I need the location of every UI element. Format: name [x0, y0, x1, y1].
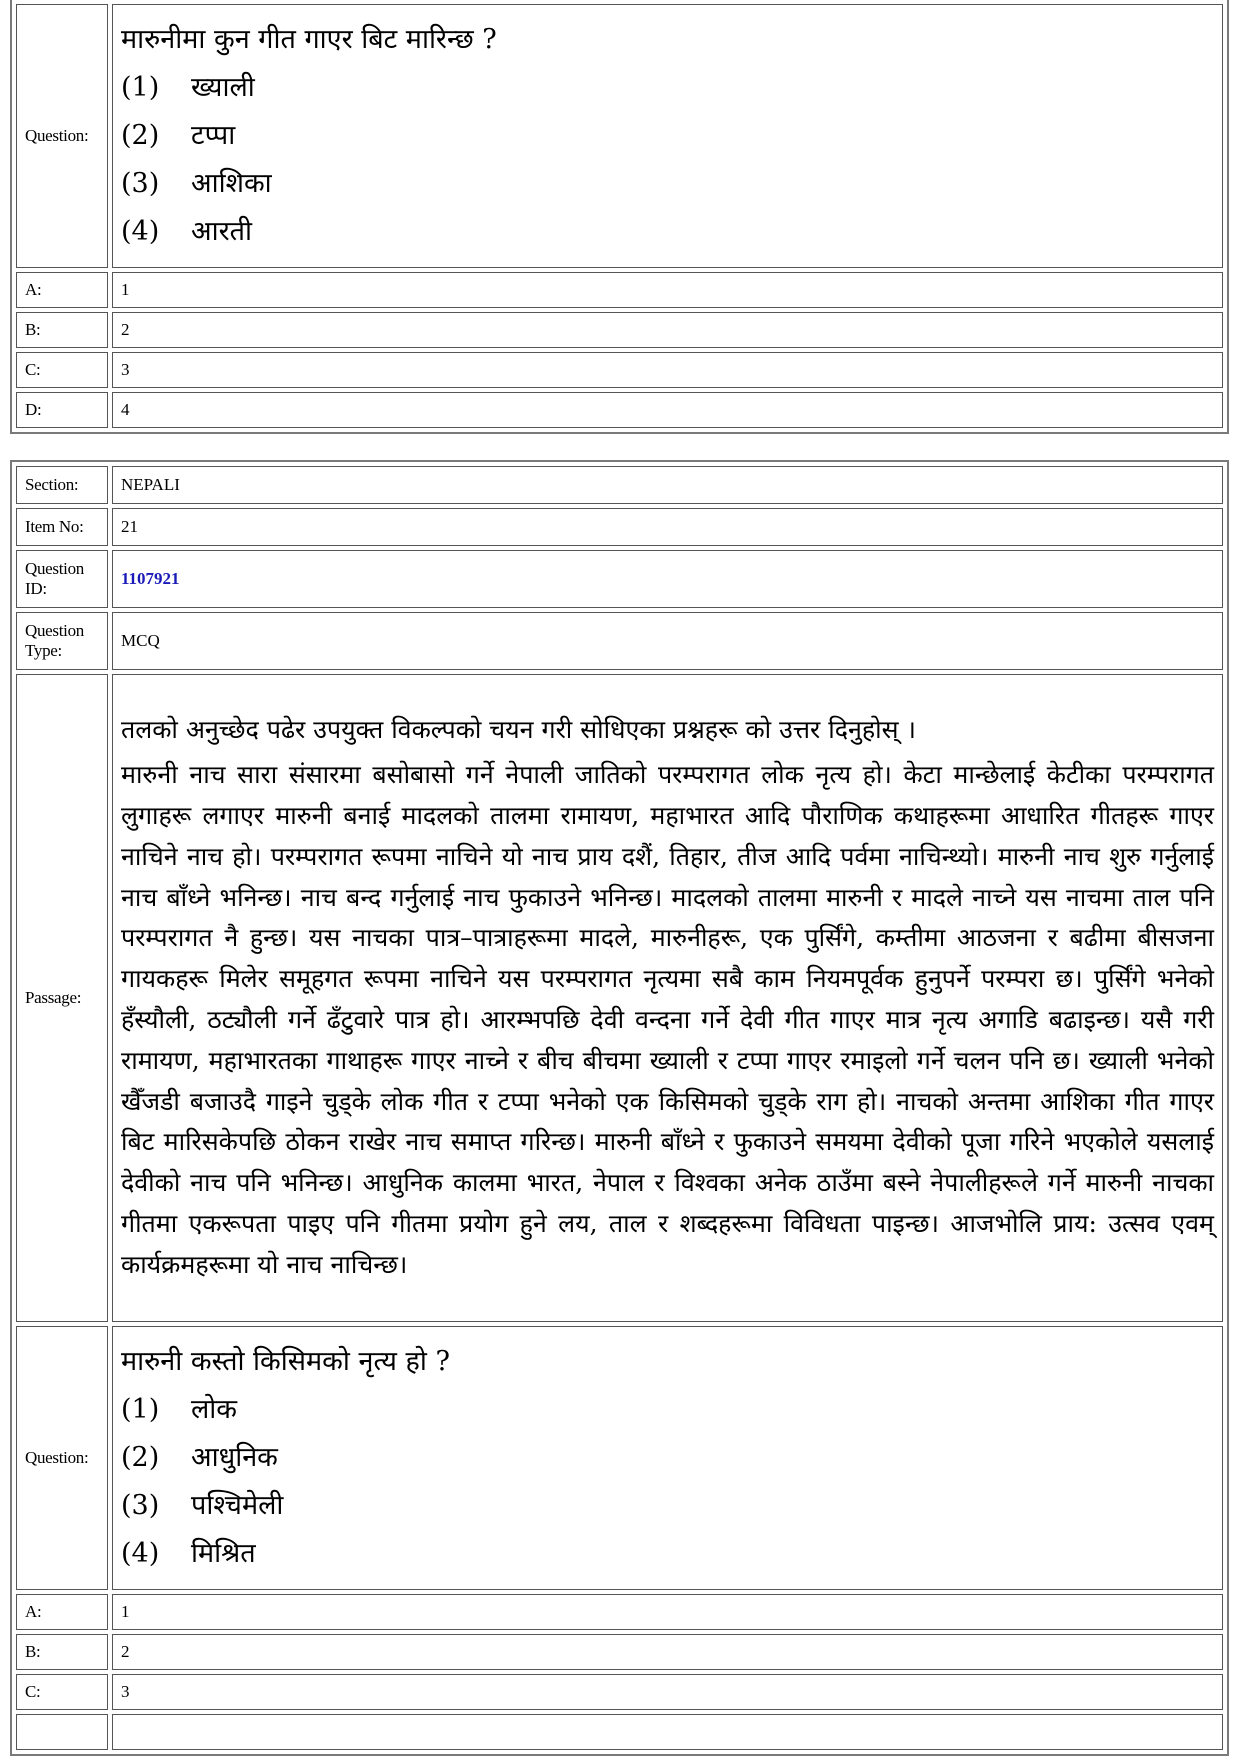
question-id-value: 1107921 [112, 550, 1223, 608]
question-type-value: MCQ [112, 612, 1223, 670]
option-text: आरती [191, 216, 253, 247]
option-text: आशिका [191, 168, 272, 199]
section-value: NEPALI [112, 466, 1223, 504]
option-1 [121, 64, 1214, 112]
option-number: (2) [121, 1442, 160, 1473]
answer-a-label: A: [16, 272, 108, 308]
question-content [112, 1326, 1223, 1590]
section-label: Section: [16, 466, 108, 504]
option-number: (2) [121, 120, 160, 151]
option-1 [121, 1386, 1214, 1434]
option-3 [121, 160, 1214, 208]
question-block-item-21 [10, 460, 1229, 1756]
passage-text: मारुनी नाच सारा संसारमा बसोबासो गर्ने नेपाली जातिको परम्परागत लोक नृत्य हो। केटा मान्छेलाई केटीका परम्परागत लुगाहरू लगाएर मारुनी बनाई मादलको तालमा रामायण, महाभारत आदि पौराणिक कथाहरूमा आधारित गीतहरू गाएर नाचिने नाच हो। परम्परागत रूपमा नाचिने यो नाच प्राय दशैं, तिहार, तीज आदि पर्वमा नाचिन्थ्यो। मारुनी नाच शुरु गर्नुलाई नाच बाँध्ने भनिन्छ। नाच बन्द गर्नुलाई नाच फुकाउने भनिन्छ। मादलको तालमा मारुनी र मादले नाच्ने यस नाचमा ताल पनि परम्परागत नै हुन्छ। यस नाचका पात्र–पात्राहरूमा मादले, मारुनीहरू, एक पुर्सिंगे, कम्तीमा आठजना र बढीमा बीसजना गायकहरू मिलेर समूहगत रूपमा नाचिने यस परम्परागत नृत्यमा सबै काम नियमपूर्वक हुनुपर्ने परम्परा छ। पुर्सिंगे भनेको हँस्यौली, ठट्यौली गर्ने ढँटुवारे पात्र हो। आरम्भपछि देवी वन्दना गर्ने देवी गीत गाएर मात्र नृत्य अगाडि बढाइन्छ। यसै गरी रामायण, महाभारतका गाथाहरू गाएर नाच्ने र बीच बीचमा ख्याली र टप्पा गाएर रमाइलो गर्ने चलन पनि छ। ख्याली भनेको खैँजडी बजाउदै गाइने चुड्के लोक गीत र टप्पा भनेको एक किसिमको चुड्के राग हो। नाचको अन्तमा आशिका गीत गाएर बिट मारिसकेपछि ठोकन राखेर नाच समाप्त गरिन्छ। मारुनी बाँध्ने र फुकाउने समयमा देवीको पूजा गरिने भएकोले यसलाई देवीको नाच पनि भनिन्छ। आधुनिक कालमा भारत, नेपाल र विश्वका अनेक ठाउँमा बस्ने नेपालीहरूले गर्ने मारुनी नाचका गीतमा एकरूपता पाइए पनि गीतमा प्रयोग हुने लय, ताल र शब्दहरूमा विविधता पाइन्छ। आजभोलि प्राय: उत्सव एवम् कार्यक्रमहरूमा यो नाच नाचिन्छ। [121, 760, 1214, 1279]
option-number: (4) [121, 1538, 160, 1569]
answer-d-value: 4 [112, 392, 1223, 428]
answer-b-label: B: [16, 1634, 108, 1670]
answer-c-value: 3 [112, 1674, 1223, 1710]
answer-c-value: 3 [112, 352, 1223, 388]
question-text: मारुनी कस्तो किसिमको नृत्य हो ? [121, 1346, 450, 1377]
option-2 [121, 1434, 1214, 1482]
passage-instruction: तलको अनुच्छेद पढेर उपयुक्त विकल्पको चयन गरी सोधिएका प्रश्नहरू को उत्तर दिनुहोस् । [121, 715, 916, 745]
answer-a-label: A: [16, 1594, 108, 1630]
option-text: ख्याली [191, 72, 255, 103]
option-4 [121, 1530, 1214, 1578]
option-text: आधुनिक [191, 1442, 278, 1473]
option-2 [121, 112, 1214, 160]
answer-a-value: 1 [112, 1594, 1223, 1630]
item-no-label: Item No: [16, 508, 108, 546]
question-label: Question: [16, 4, 108, 268]
question-text: मारुनीमा कुन गीत गाएर बिट मारिन्छ ? [121, 24, 497, 55]
answer-b-value: 2 [112, 1634, 1223, 1670]
answer-b-label: B: [16, 312, 108, 348]
option-number: (3) [121, 1490, 160, 1521]
answer-c-label: C: [16, 352, 108, 388]
passage-label: Passage: [16, 674, 108, 1322]
option-3 [121, 1482, 1214, 1530]
option-text: टप्पा [191, 120, 236, 151]
option-text: पश्चिमेली [191, 1490, 284, 1521]
option-text: मिश्रित [191, 1538, 256, 1569]
question-id-label: Question ID: [16, 550, 108, 608]
item-no-value: 21 [112, 508, 1223, 546]
question-block-item-20 [10, 0, 1229, 434]
answer-d-label [16, 1714, 108, 1750]
option-4 [121, 208, 1214, 256]
option-number: (1) [121, 1394, 160, 1425]
answer-d-label: D: [16, 392, 108, 428]
question-label: Question: [16, 1326, 108, 1590]
option-number: (3) [121, 168, 160, 199]
passage-content [112, 674, 1223, 1322]
answer-c-label: C: [16, 1674, 108, 1710]
option-number: (4) [121, 216, 160, 247]
option-text: लोक [191, 1394, 238, 1425]
answer-d-value [112, 1714, 1223, 1750]
answer-b-value: 2 [112, 312, 1223, 348]
question-type-label: Question Type: [16, 612, 108, 670]
answer-a-value: 1 [112, 272, 1223, 308]
option-number: (1) [121, 72, 160, 103]
question-content [112, 4, 1223, 268]
